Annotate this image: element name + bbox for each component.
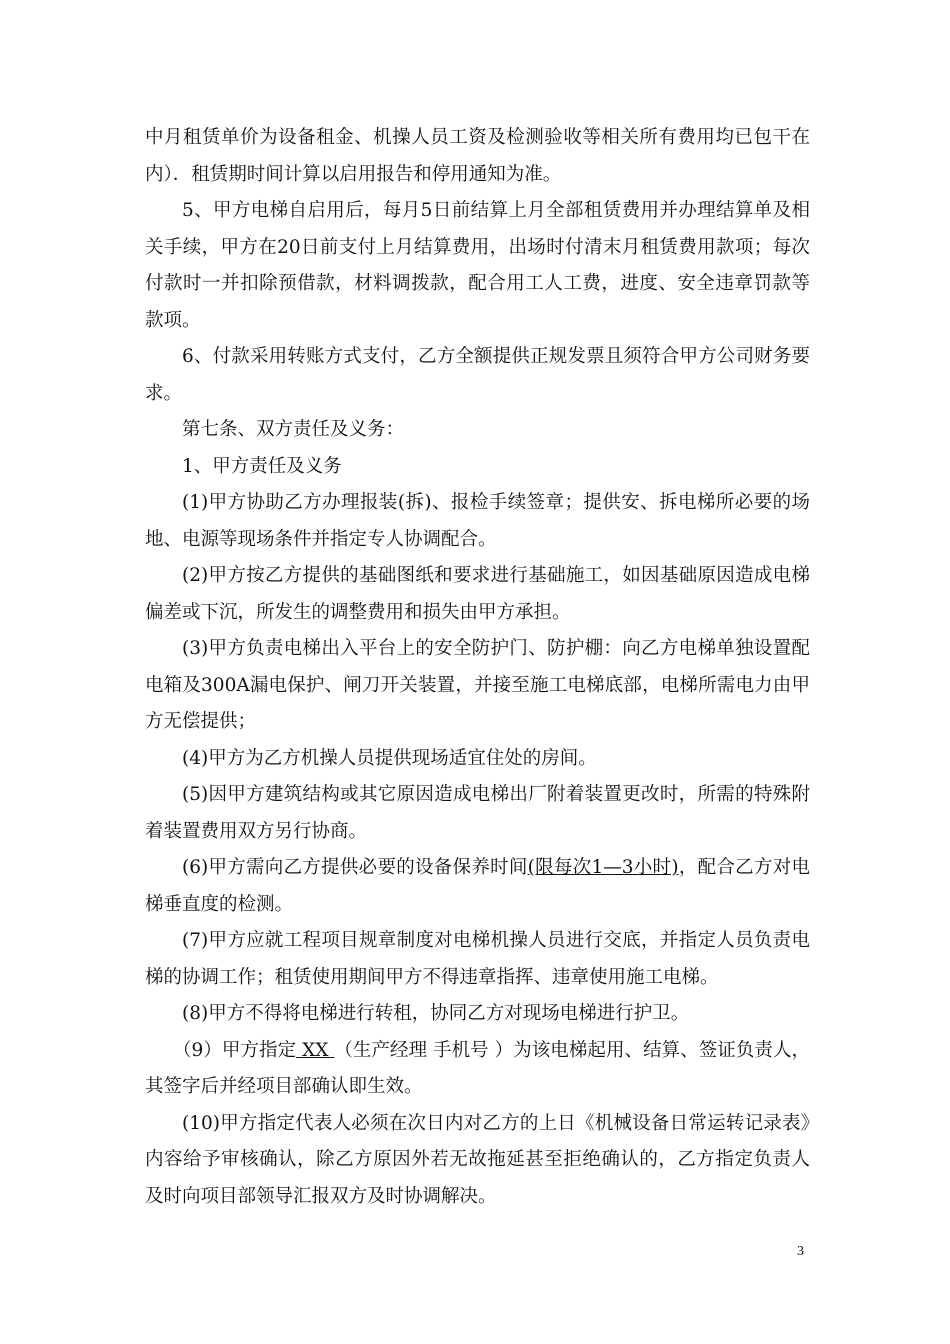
clause-7: (7)甲方应就工程项目规章制度对电梯机操人员进行交底，并指定人员负责电梯的协调工作；租赁使用期间甲方不得违章指挥、违章使用施工电梯。 — [145, 930, 810, 988]
clause-9-text-end: （生产经理 手机号 ）为该电梯起用、结算、签证负责人，其签字后并经项目部确认即生效。 — [145, 1039, 810, 1097]
clause-8: (8)甲方不得将电梯进行转租，协同乙方对现场电梯进行护卫。 — [182, 1003, 690, 1024]
clause-5: (5)因甲方建筑结构或其它原因造成电梯出厂附着装置更改时，所需的特殊附着装置费用双方另行协商。 — [145, 784, 810, 842]
clause-2: (2)甲方按乙方提供的基础图纸和要求进行基础施工，如因基础原因造成电梯偏差或下沉，所发生的调整费用和损失由甲方承担。 — [145, 565, 810, 623]
paragraph-payment-method: 6、付款采用转账方式支付，乙方全额提供正规发票且须符合甲方公司财务要求。 — [145, 346, 810, 404]
clause-6-text-end: ，配合乙方对电梯垂直度的检测。 — [145, 857, 810, 915]
clause-6-text-start: (6)甲方需向乙方提供必要的设备保养时间 — [182, 857, 528, 878]
paragraph-rent-price: 中月租赁单价为设备租金、机操人员工资及检测验收等相关所有费用均已包干在内）．租赁期时间计算以启用报告和停用通知为准。 — [145, 127, 810, 185]
clause-4: (4)甲方为乙方机操人员提供现场适宜住处的房间。 — [182, 747, 597, 769]
clause-9-underlined-name: XX — [296, 1039, 335, 1061]
section-heading-article-7: 第七条、双方责任及义务： — [182, 419, 405, 440]
paragraph-settlement: 5、甲方电梯自启用后，每月5日前结算上月全部租赁费用并办理结算单及相关手续，甲方在20日前支付上月结算费用，出场时付清末月租赁费用款项；每次付款时一并扣除预借款，材料调拨款，配合用工人工费，进度、安全违章罚款等款项。 — [145, 200, 810, 331]
clause-10: (10)甲方指定代表人必须在次日内对乙方的上日《机械设备日常运转记录表》内容给予审核确认，除乙方原因外若无故拖延甚至拒绝确认的，乙方指定负责人及时向项目部领导汇报双方及时协调解决。 — [145, 1112, 810, 1207]
clause-6 — [145, 850, 810, 923]
clause-9-text-start: （9）甲方指定 — [173, 1039, 297, 1061]
clause-3: (3)甲方负责电梯出入平台上的安全防护门、防护棚：向乙方电梯单独设置配电箱及300A漏电保护、闸刀开关装置，并接至施工电梯底部，电梯所需电力由甲方无偿提供； — [145, 638, 810, 732]
clause-6-underlined-time: (限每次1—3小时) — [527, 857, 679, 878]
document-body — [145, 120, 810, 1215]
clause-9 — [145, 1033, 810, 1106]
page-number: 3 — [797, 1244, 804, 1259]
clause-1: (1)甲方协助乙方办理报装(拆)、报检手续签章；提供安、拆电梯所必要的场地、电源等现场条件并指定专人协调配合。 — [145, 492, 810, 550]
subsection-heading-party-a: 1、甲方责任及义务 — [182, 455, 342, 477]
